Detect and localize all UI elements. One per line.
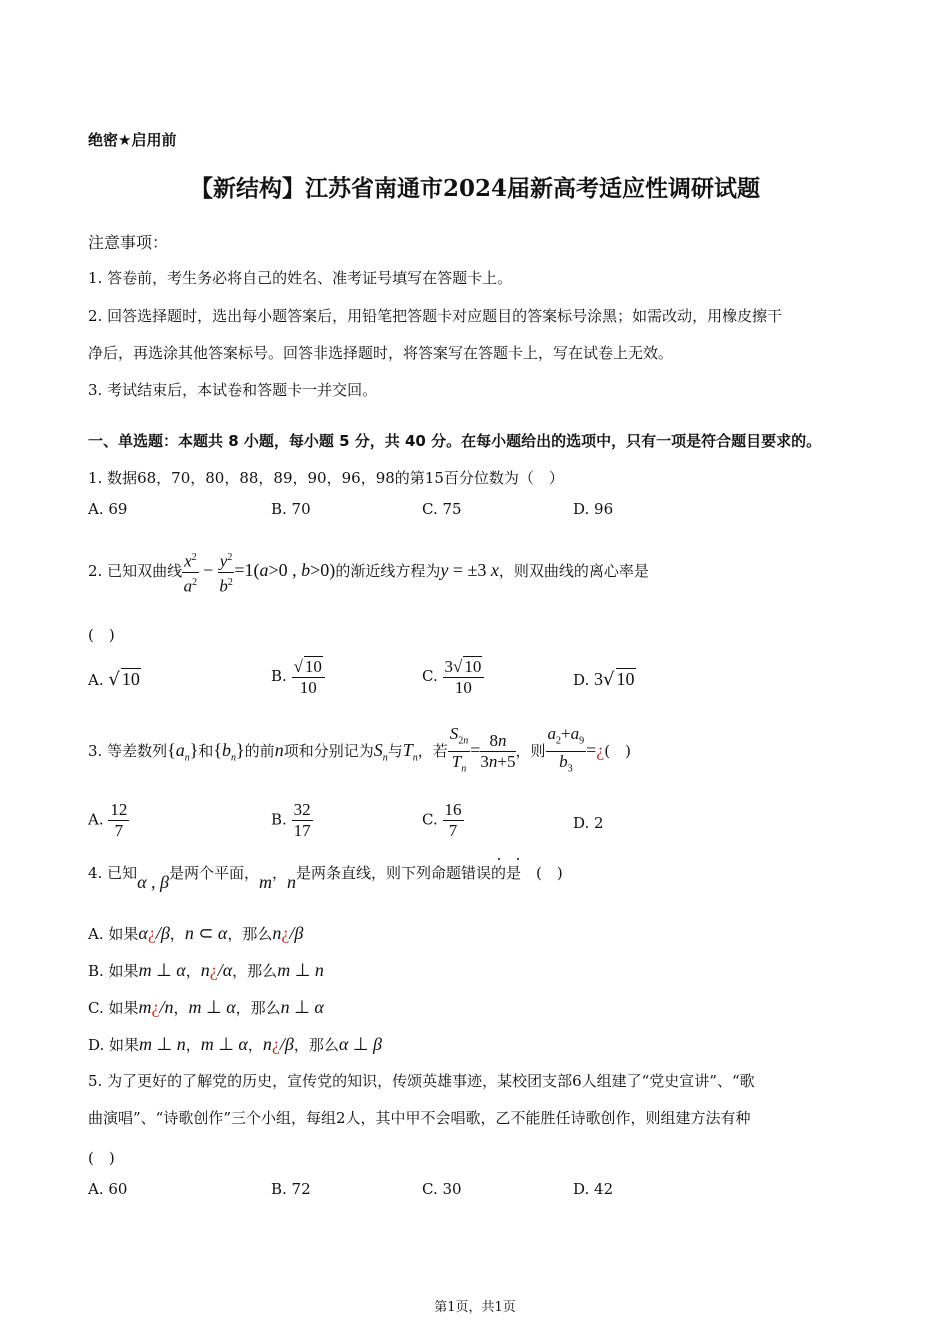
notice-item-3: 3. 考试结束后，本试卷和答题卡一并交回。 <box>88 381 378 399</box>
q2-option-b: B. $\frac{√ 10}{10}$ <box>271 656 325 698</box>
q2-stem: 2. 已知双曲线 $\frac{x^2}{a^2}$ − $\frac{y^2}{b^2}$ =1(a>0 , b>0)的渐近线方程为y = ±3 x，则双曲线的离心率是 <box>88 548 649 596</box>
emphasis-dot <box>517 858 519 860</box>
q3-option-d: D. 2 <box>573 814 604 832</box>
notice-item-2: 2. 回答选择题时，选出每小题答案后，用铅笔把答题卡对应题目的答案标号涂黑；如需改动，用橡皮擦干 <box>88 307 783 325</box>
q4-option-b: B. 如果m ⊥ α，n¿/α，那么m ⊥ n <box>88 960 324 980</box>
page-title: 【新结构】江苏省南通市2024届新高考适应性调研试题 <box>189 175 760 202</box>
q5-line-2: 曲演唱”、“诗歌创作”三个小组，每组2人，其中甲不会唱歌，乙不能胜任诗歌创作，则组建方法有种 <box>88 1109 751 1127</box>
notice-item-1: 1. 答卷前，考生务必将自己的姓名、准考证号填写在答题卡上。 <box>88 269 513 287</box>
section-heading: 一、单选题：本题共 8 小题，每小题 5 分，共 40 分。在每小题给出的选项中，只有一项是符合题目要求的。 <box>88 432 822 450</box>
q3-option-a: A. $\frac{12}{7}$ <box>88 800 128 840</box>
q4-stem: 4. 已知α , β是两个平面，m，n是两条直线，则下列命题错误的是 ( ) <box>88 864 563 892</box>
q2-frac-x: $\frac{x^2}{a^2}$ <box>182 548 199 596</box>
q2-frac-y: $\frac{y^2}{b^2}$ <box>218 548 235 596</box>
notice-item-2-cont: 净后，再选涂其他答案标号。回答非选择题时，将答案写在答题卡上，写在试卷上无效。 <box>88 344 674 362</box>
q2-option-c: C. $\frac{3√ 10}{10}$ <box>422 656 484 698</box>
q3-stem: 3. 等差数列$\{a_n\}$和$\{b_n\}$的前n项和分别记为$S_n$与$T_n$，若 $\frac{S_{2n}}{T_n}$ = $\frac{8n}{3n+5}$ ，则 $\frac{a_2+a_9}{b_3}$ =¿( ) <box>88 724 631 775</box>
q1-option-a: A. 69 <box>88 500 128 518</box>
notice-heading: 注意事项： <box>88 233 169 252</box>
q5-paren: ( ) <box>88 1149 115 1167</box>
emphasis-dot <box>498 858 500 860</box>
q2-paren: ( ) <box>88 626 115 644</box>
q4-option-c: C. 如果m¿/n，m ⊥ α，那么n ⊥ α <box>88 997 324 1017</box>
q1-stem: 1. 数据68，70，80，88，89，90，96，98的第15百分位数为（ ） <box>88 469 564 487</box>
q1-option-c: C. 75 <box>422 500 462 518</box>
q2-prefix: 2. 已知双曲线 <box>88 562 183 581</box>
q5-option-a: A. 60 <box>88 1180 128 1198</box>
q5-option-c: C. 30 <box>422 1180 462 1198</box>
q5-option-b: B. 72 <box>271 1180 311 1198</box>
q5-line-1: 5. 为了更好的了解党的历史，宣传党的知识，传颂英雄事迹，某校团支部6人组建了“党史宣讲”、“歌 <box>88 1072 755 1090</box>
page-footer: 第1页，共1页 <box>434 1300 516 1315</box>
q3-option-c: C. $\frac{16}{7}$ <box>422 800 462 840</box>
q2-option-a: A. √ 10 <box>88 669 140 690</box>
q2-option-d: D. 3√ 10 <box>573 669 635 690</box>
q1-option-d: D. 96 <box>573 500 614 518</box>
q1-option-b: B. 70 <box>271 500 311 518</box>
q2-suffix: ，则双曲线的离心率是 <box>498 562 649 581</box>
q2-middle: 的渐近线方程为 <box>335 562 441 581</box>
q4-option-d: D. 如果m ⊥ n，m ⊥ α，n¿/β，那么α ⊥ β <box>88 1034 382 1054</box>
confidential-label: 绝密★启用前 <box>88 131 177 149</box>
q4-option-a: A. 如果α¿/β，n ⊂ α，那么n¿/β <box>88 923 304 943</box>
q5-option-d: D. 42 <box>573 1180 614 1198</box>
q3-option-b: B. $\frac{32}{17}$ <box>271 800 311 840</box>
